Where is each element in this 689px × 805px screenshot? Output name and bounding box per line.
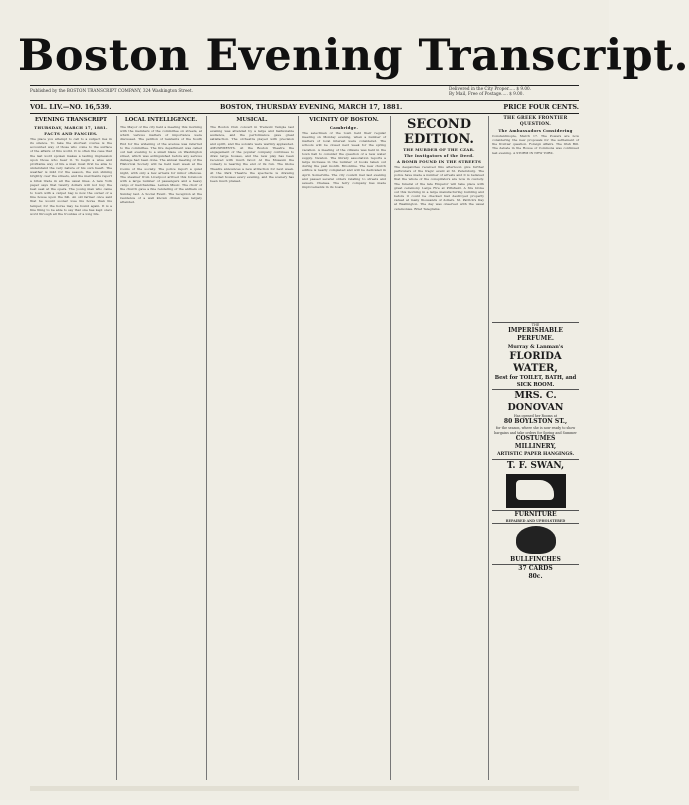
column-divider [116, 116, 117, 780]
city-date: BOSTON, THURSDAY EVENING, MARCH 17, 1881. [220, 103, 403, 111]
masthead-title: Boston Evening Transcript. [18, 31, 689, 81]
perfume-ad-product: FLORIDA WATER, [509, 351, 562, 375]
donovan-advertisement [492, 389, 579, 459]
perfume-ad-tagline: Best for TOILET, BATH, and SICK ROOM. [494, 375, 577, 389]
donovan-ad-costumes: COSTUMES [515, 434, 556, 442]
column-5-subhead-2: The Instigators of the Deed. [404, 153, 474, 158]
cards-advertisement [492, 564, 579, 581]
column-divider [206, 116, 207, 780]
column-4-subhead: Cambridge. [329, 125, 359, 130]
donovan-ad-body: for the season, where she is now ready to show bargains and take orders for Spring and Summer [494, 426, 577, 435]
column-5-subhead-3: A BOMB FOUND IN THE STREETS [396, 159, 482, 164]
column-5-body: The despatches received this afternoon give further particulars of the tragic event at St. Petersburg. The police have made a number of arrests and it is believed that the whole of the conspirators are now in custody. The funeral of the late Emperor will take place with great ceremony. Large Fire at Pittsfield. A fire broke out this morning in a large manufacturing building and before it could be checked had destroyed property valued at many thousands of dollars. St. Patrick's Day at Washington. The day was observed with the usual ceremonies. Brief Telegrams. [394, 165, 484, 211]
sewing-machine-illustration [506, 474, 566, 508]
furniture-advertisement [492, 510, 579, 523]
column-5-subhead-1: THE MURDER OF THE CZAR. [403, 147, 475, 152]
furniture-ad-title: FURNITURE [514, 510, 557, 518]
column-6-subhead: The Ambassadors Considering [498, 128, 573, 133]
city-rate: Delivered in the City Proper..... $ 9.00. [449, 86, 532, 91]
page-footer-strip [30, 786, 579, 791]
column-4-header: VICINITY OF BOSTON. [309, 117, 379, 123]
perfume-advertisement [492, 322, 579, 389]
furniture-ad-sub: REPAIRED AND UPHOLSTERED [505, 518, 566, 523]
subscription-rates [449, 86, 579, 96]
perfume-ad-maker: Murray & Lanman's [507, 344, 564, 351]
column-6-body: Constantinople, March 17. The Powers are now considering the new proposals for the settlement of the frontier question. Foreign Affairs. The Irish Bill. The debate in the House of Commons was continued last evening. A STORM IN NEW YORK. [492, 134, 579, 155]
donovan-ad-millinery: MILLINERY, [514, 442, 557, 450]
column-6-header: THE GREEK FRONTIER QUESTION. [503, 116, 568, 127]
second-edition-header: SECOND EDITION. [404, 117, 474, 147]
mail-rate: By Mail, Free of Postage..... $ 9.00. [449, 91, 524, 96]
column-3-header: MUSICAL. [236, 117, 268, 123]
publisher-row [30, 86, 579, 100]
perfume-ad-title: IMPERISHABLE PERFUME. [508, 327, 563, 343]
column-6 [492, 116, 579, 780]
swan-advertisement [492, 459, 579, 508]
column-4 [302, 116, 386, 780]
column-5 [394, 116, 484, 780]
column-divider [488, 116, 489, 780]
cards-ad-price: 80c. [528, 573, 543, 581]
bullfinch-advertisement [492, 523, 579, 564]
cards-ad-title: 37 CARDS [518, 565, 553, 573]
donovan-ad-paper: ARTISTIC PAPER HANGINGS. [496, 451, 575, 457]
price: PRICE FOUR CENTS. [503, 103, 579, 111]
column-1-header: EVENING TRANSCRIPT [34, 117, 108, 123]
dateline-bottom-rule [30, 113, 579, 114]
column-3 [210, 116, 294, 780]
column-divider [390, 116, 391, 780]
swan-ad-name: T. F. SWAN, [506, 460, 565, 471]
dateline [30, 101, 579, 113]
column-1-date: THURSDAY, MARCH 17, 1881. [34, 125, 108, 130]
column-2 [120, 116, 202, 780]
column-1-subhead: FACTS AND FANCIES. [44, 131, 98, 136]
donovan-ad-name: MRS. C. DONOVAN [507, 390, 564, 414]
bird-illustration [516, 526, 556, 554]
bullfinch-ad-title: BULLFINCHES [510, 556, 561, 564]
column-1 [30, 116, 112, 780]
volume-number: VOL. LIV.—NO. 16,539. [30, 103, 112, 111]
column-1-body: The place you attempt to call to a subject lies in its silence. To take the shortest course is the accounted way of those who come to the surface of the affairs of this world. It is often the case that the last word spoken makes a lasting impression upon those who hear it. To begin a wise and profitable way of life a man must first be able to understand the very nature of his own heart. The weather is mild for the season, the sun shining brightly over the streets, and the merchants report a brisk trade in all the usual lines. A new York paper says that twenty dollars will not buy the best seat at the opera. The young man who came to town with a carpet bag is now the owner of a fine house upon the hill. An old farmer once said that he would sooner lose his horse than his temper, for the horse may be found again. It is a fine thing to be able to say that one has kept one's word through all the troubles of a long life. [30, 137, 112, 216]
publisher-line: Published by the BOSTON TRANSCRIPT COMPANY, 324 Washington Street. [30, 88, 193, 93]
perfume-ad-top: THE [531, 323, 540, 327]
column-2-header: LOCAL INTELLIGENCE. [124, 117, 198, 123]
column-2-body: The Mayor of the city held a meeting this morning with the members of the committee on streets, at which various matters of importance were discussed. The petition of residents of the South End for the widening of the avenue was referred to the committee. The fire department was called out last evening to a small blaze on Washington street, which was extinguished before any serious damage had been done. The annual meeting of the Historical Society will be held next week at the rooms of the society. The police report a quiet night, with only a few arrests for minor offences. The steamer from Liverpool arrived this forenoon with a large number of passengers and a heavy cargo of merchandise. Lenten Music. The choir of the church gave a fine rendering of the anthem on Sunday last. A Social Event. The reception at the residence of a well known citizen was largely attended. [120, 125, 202, 204]
donovan-ad-address: 80 BOYLSTON ST., [503, 418, 568, 426]
column-3-body: The Boston Club concert in Tremont Temple last evening was attended by a large and fashionable audience, and the performance gave great satisfaction. The orchestra played with precision and spirit, and the soloists were warmly applauded. AMUSEMENTS. At the Boston Theatre the engagement of the popular company continues to draw large houses, and the new play has been received with much favor. At the Museum the comedy is nearing the end of its run. The Globe Theatre announces a new attraction for next week. At the Park Theatre the spectacle is drawing crowded houses every evening, and the scenery has been much praised. [210, 125, 294, 184]
donovan-ad-sub: Has opened her Rooms at [513, 414, 558, 419]
column-divider [298, 116, 299, 780]
column-4-body: The selectmen of the town held their regular meeting on Monday evening, when a number of matters of local interest were considered. The schools will be closed next week for the spring vacation. A meeting of the citizens was held in the town hall to consider the question of a new water supply. Newton. The library association reports a large increase in the number of books taken out during the past month. Brookline. The new church edifice is nearly completed and will be dedicated in April. Somerville. The city council met last evening and passed several orders relating to streets and sewers. Chelsea. The ferry company has made improvements in its boats. [302, 131, 386, 190]
